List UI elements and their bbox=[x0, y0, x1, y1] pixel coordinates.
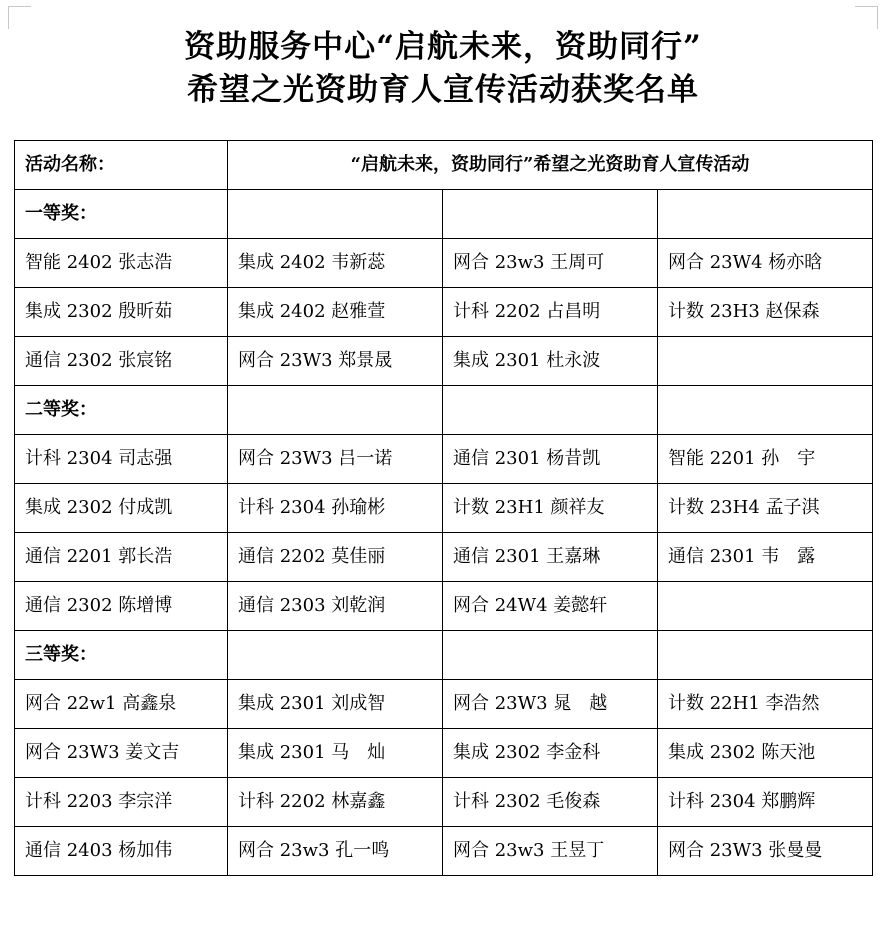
winner-cell: 计数 23H3 赵保森 bbox=[658, 288, 873, 337]
table-row bbox=[15, 288, 873, 337]
winner-cell: 通信 2201 郭长浩 bbox=[15, 533, 228, 582]
winner-cell: 网合 23w3 王周可 bbox=[443, 239, 658, 288]
table-row bbox=[15, 337, 873, 386]
winner-cell: 网合 23W3 张曼曼 bbox=[658, 827, 873, 876]
winner-cell: 网合 22w1 高鑫泉 bbox=[15, 680, 228, 729]
section-filler-cell bbox=[443, 386, 658, 435]
section-filler-cell bbox=[443, 631, 658, 680]
winner-cell: 通信 2302 张宸铭 bbox=[15, 337, 228, 386]
section-filler-cell bbox=[658, 631, 873, 680]
winner-cell: 网合 23W3 姜文吉 bbox=[15, 729, 228, 778]
winner-cell: 通信 2301 杨昔凯 bbox=[443, 435, 658, 484]
title-line-1: 资助服务中心“启航未来，资助同行” bbox=[184, 29, 702, 65]
table-row bbox=[15, 484, 873, 533]
winner-cell: 集成 2402 韦新蕊 bbox=[228, 239, 443, 288]
title-line-2: 希望之光资助育人宣传活动获奖名单 bbox=[187, 72, 699, 108]
winner-cell: 集成 2302 李金科 bbox=[443, 729, 658, 778]
winner-cell: 计科 2203 李宗洋 bbox=[15, 778, 228, 827]
table-row-section-third bbox=[15, 631, 873, 680]
winner-cell bbox=[658, 582, 873, 631]
winner-cell: 通信 2202 莫佳丽 bbox=[228, 533, 443, 582]
section-label-third: 三等奖： bbox=[15, 631, 228, 680]
winner-cell: 通信 2301 韦 露 bbox=[658, 533, 873, 582]
winner-cell: 计数 23H1 颜祥友 bbox=[443, 484, 658, 533]
table-row bbox=[15, 582, 873, 631]
section-filler-cell bbox=[443, 190, 658, 239]
winner-cell: 网合 23W3 郑景晟 bbox=[228, 337, 443, 386]
winner-cell: 计数 22H1 李浩然 bbox=[658, 680, 873, 729]
section-filler-cell bbox=[228, 190, 443, 239]
winner-cell: 计科 2302 毛俊森 bbox=[443, 778, 658, 827]
section-filler-cell bbox=[228, 386, 443, 435]
winner-cell: 网合 23W3 吕一诺 bbox=[228, 435, 443, 484]
table-row-section-first bbox=[15, 190, 873, 239]
winner-cell: 集成 2301 杜永波 bbox=[443, 337, 658, 386]
winner-cell: 网合 23W3 晁 越 bbox=[443, 680, 658, 729]
table-row-section-second bbox=[15, 386, 873, 435]
winner-cell: 计数 23H4 孟子淇 bbox=[658, 484, 873, 533]
award-table-body bbox=[15, 141, 873, 876]
winner-cell: 计科 2304 司志强 bbox=[15, 435, 228, 484]
activity-name-value: “启航未来，资助同行”希望之光资助育人宣传活动 bbox=[228, 141, 873, 190]
winner-cell: 网合 23w3 孔一鸣 bbox=[228, 827, 443, 876]
section-filler-cell bbox=[658, 190, 873, 239]
section-label-first: 一等奖： bbox=[15, 190, 228, 239]
winner-cell bbox=[658, 337, 873, 386]
section-filler-cell bbox=[658, 386, 873, 435]
winner-cell: 集成 2302 陈天池 bbox=[658, 729, 873, 778]
winner-cell: 网合 23W4 杨亦晗 bbox=[658, 239, 873, 288]
section-label-second: 二等奖： bbox=[15, 386, 228, 435]
award-table bbox=[14, 140, 873, 876]
winner-cell: 集成 2301 马 灿 bbox=[228, 729, 443, 778]
activity-name-label: 活动名称： bbox=[15, 141, 228, 190]
winner-cell: 计科 2202 林嘉鑫 bbox=[228, 778, 443, 827]
winner-cell: 网合 24W4 姜懿轩 bbox=[443, 582, 658, 631]
table-row bbox=[15, 680, 873, 729]
winner-cell: 集成 2402 赵雅萱 bbox=[228, 288, 443, 337]
section-filler-cell bbox=[228, 631, 443, 680]
winner-cell: 集成 2302 殷昕茹 bbox=[15, 288, 228, 337]
winner-cell: 计科 2202 占昌明 bbox=[443, 288, 658, 337]
winner-cell: 智能 2201 孙 宇 bbox=[658, 435, 873, 484]
table-row bbox=[15, 533, 873, 582]
winner-cell: 通信 2303 刘乾润 bbox=[228, 582, 443, 631]
table-row bbox=[15, 827, 873, 876]
winner-cell: 通信 2301 王嘉琳 bbox=[443, 533, 658, 582]
table-row bbox=[15, 729, 873, 778]
winner-cell: 通信 2302 陈增博 bbox=[15, 582, 228, 631]
table-row-activity bbox=[15, 141, 873, 190]
winner-cell: 集成 2301 刘成智 bbox=[228, 680, 443, 729]
winner-cell: 计科 2304 郑鹏辉 bbox=[658, 778, 873, 827]
winner-cell: 计科 2304 孙瑜彬 bbox=[228, 484, 443, 533]
winner-cell: 网合 23w3 王昱丁 bbox=[443, 827, 658, 876]
winner-cell: 通信 2403 杨加伟 bbox=[15, 827, 228, 876]
table-row bbox=[15, 778, 873, 827]
table-row bbox=[15, 435, 873, 484]
winner-cell: 集成 2302 付成凯 bbox=[15, 484, 228, 533]
award-table-wrapper bbox=[14, 140, 872, 876]
table-row bbox=[15, 239, 873, 288]
document-title bbox=[0, 0, 886, 112]
winner-cell: 智能 2402 张志浩 bbox=[15, 239, 228, 288]
